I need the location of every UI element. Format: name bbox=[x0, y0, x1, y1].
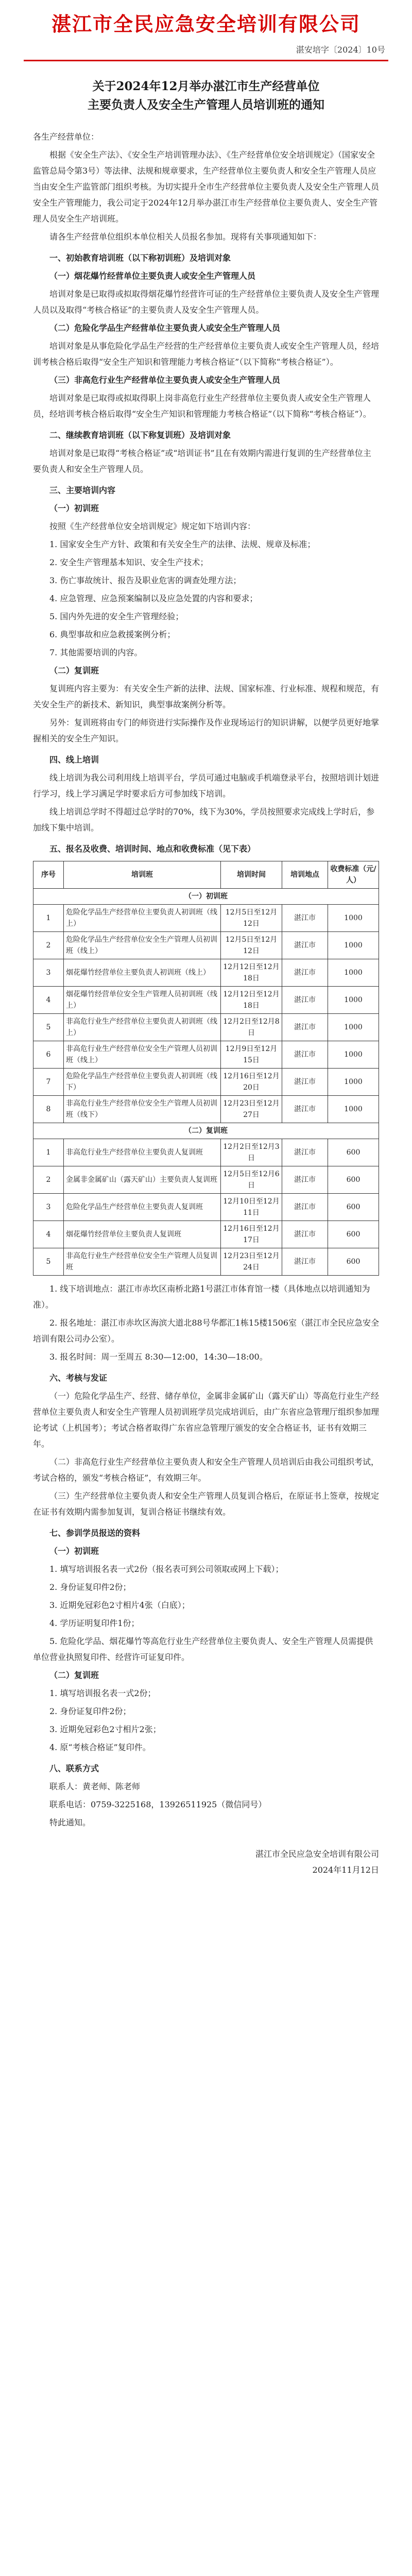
table-cell: 湛江市 bbox=[282, 1221, 328, 1248]
list-item: 2. 安全生产管理基本知识、安全生产技术； bbox=[49, 557, 209, 567]
table-row bbox=[33, 1139, 379, 1166]
list-item: 1. 国家安全生产方针、政策和有关安全生产的法律、法规、规章及标准； bbox=[49, 539, 316, 549]
section-3-1-heading: （一）初训班 bbox=[49, 503, 99, 513]
table-header-row bbox=[33, 861, 379, 889]
table-cell: 3 bbox=[33, 959, 64, 987]
table-cell: 600 bbox=[328, 1166, 379, 1194]
table-cell: 2 bbox=[33, 1166, 64, 1194]
list-item: 1. 填写培训报名表一式2份（报名表可到公司领取或网上下载）； bbox=[49, 1564, 284, 1574]
red-divider bbox=[24, 60, 388, 61]
table-cell: 1000 bbox=[328, 959, 379, 987]
table-cell: 湛江市 bbox=[282, 1166, 328, 1194]
table-cell: 湛江市 bbox=[282, 1069, 328, 1096]
document-title bbox=[0, 77, 412, 114]
table-cell: 12月9日至12月15日 bbox=[221, 1041, 282, 1069]
list-item: 4. 原“考核合格证”复印件。 bbox=[49, 1742, 151, 1752]
table-cell: 4 bbox=[33, 987, 64, 1014]
table-cell: 湛江市 bbox=[282, 1194, 328, 1221]
closing-text: 特此通知。 bbox=[49, 1818, 91, 1827]
table-group-label: （二）复训班 bbox=[33, 1123, 379, 1139]
table-cell: 危险化学品生产经营单位主要负责人复训班 bbox=[64, 1194, 221, 1221]
table-cell: 湛江市 bbox=[282, 1041, 328, 1069]
table-header-cell: 序号 bbox=[33, 861, 64, 889]
table-cell: 5 bbox=[33, 1248, 64, 1276]
section-3-heading: 三、主要培训内容 bbox=[49, 485, 116, 495]
table-row bbox=[33, 1069, 379, 1096]
table-cell: 危险化学品生产经营单位主要负责人初训班（线上） bbox=[64, 905, 221, 932]
table-cell: 600 bbox=[328, 1139, 379, 1166]
table-cell: 12月2日至12月8日 bbox=[221, 1014, 282, 1041]
table-cell: 5 bbox=[33, 1014, 64, 1041]
list-item: 5. 国内外先进的安全生产管理经验； bbox=[49, 612, 184, 621]
letterhead-title: 湛江市全民应急安全培训有限公司 bbox=[51, 12, 360, 36]
table-header-cell: 培训地点 bbox=[282, 861, 328, 889]
list-item: 2. 身份证复印件2份； bbox=[49, 1706, 131, 1716]
table-group-label: （一）初训班 bbox=[33, 889, 379, 905]
table-cell: 600 bbox=[328, 1221, 379, 1248]
table-cell: 600 bbox=[328, 1194, 379, 1221]
table-header-cell: 培训时间 bbox=[221, 861, 282, 889]
table-row bbox=[33, 1248, 379, 1276]
section-7-heading: 七、参训学员报送的资料 bbox=[49, 1528, 141, 1538]
table-cell: 1 bbox=[33, 905, 64, 932]
table-cell: 非高危行业生产经营单位主要负责人复训班 bbox=[64, 1139, 221, 1166]
table-cell: 非高危行业生产经营单位安全生产管理人员初训班（线上） bbox=[64, 1041, 221, 1069]
section-5-heading: 五、报名及收费、培训时间、地点和收费标准（见下表） bbox=[49, 844, 256, 854]
section-6-text-3: （三）生产经营单位主要负责人和安全生产管理人员复训合格后，在原证书上签章，按规定在证书有效期内需参加复训，复训合格证书继续有效。 bbox=[33, 1491, 380, 1517]
schedule-table bbox=[33, 861, 379, 1276]
table-cell: 12月23日至12月24日 bbox=[221, 1248, 282, 1276]
list-item: 4. 应急管理、应急预案编制以及应急处置的内容和要求； bbox=[49, 594, 258, 603]
table-row bbox=[33, 1096, 379, 1123]
section-3-3-text: 另外：复训班将由专门的师资进行实际操作及作业现场运行的知识讲解，以便学员更好地掌握相关的安全生产知识。 bbox=[33, 718, 380, 743]
intro-paragraph-2: 请各生产经营单位组织本单位相关人员报名参加。现将有关事项通知如下： bbox=[49, 232, 322, 242]
table-cell: 6 bbox=[33, 1041, 64, 1069]
table-cell: 8 bbox=[33, 1096, 64, 1123]
table-row bbox=[33, 987, 379, 1014]
table-cell: 12月12日至12月18日 bbox=[221, 959, 282, 987]
list-item: 2. 身份证复印件2份； bbox=[49, 1582, 131, 1592]
table-cell: 12月5日至12月12日 bbox=[221, 905, 282, 932]
contact-heading: 八、联系方式 bbox=[49, 1764, 99, 1773]
table-header-cell: 收费标准（元/人） bbox=[328, 861, 379, 889]
table-cell: 12月5日至12月12日 bbox=[221, 932, 282, 959]
table-cell: 12月12日至12月18日 bbox=[221, 987, 282, 1014]
table-cell: 3 bbox=[33, 1194, 64, 1221]
table-cell: 危险化学品生产经营单位安全生产管理人员初训班（线上） bbox=[64, 932, 221, 959]
section-6-text-2: （二）非高危行业生产经营单位主要负责人和安全生产管理人员培训后由我公司组织考试，考试合格的，颁发“考核合格证”，有效期三年。 bbox=[33, 1457, 380, 1483]
table-cell: 湛江市 bbox=[282, 959, 328, 987]
table-cell: 7 bbox=[33, 1069, 64, 1096]
table-cell: 600 bbox=[328, 1248, 379, 1276]
table-cell: 1000 bbox=[328, 1069, 379, 1096]
table-cell: 烟花爆竹经营单位主要负责人复训班 bbox=[64, 1221, 221, 1248]
section-7-1-heading: （一）初训班 bbox=[49, 1546, 99, 1556]
section-1-2-heading: （二）危险化学品生产经营单位主要负责人或安全生产管理人员 bbox=[49, 323, 281, 333]
list-item: 1. 填写培训报名表一式2份； bbox=[49, 1688, 156, 1698]
section-2-heading: 二、继续教育培训班（以下称复训班）及培训对象 bbox=[49, 430, 231, 440]
table-cell: 12月5日至12月6日 bbox=[221, 1166, 282, 1194]
contact-person: 联系人：黄老师、陈老师 bbox=[49, 1782, 141, 1791]
table-cell: 1000 bbox=[328, 1041, 379, 1069]
table-cell: 湛江市 bbox=[282, 987, 328, 1014]
table-cell: 湛江市 bbox=[282, 1248, 328, 1276]
table-cell: 1000 bbox=[328, 987, 379, 1014]
table-row bbox=[33, 1221, 379, 1248]
table-header-cell: 培训班 bbox=[64, 861, 221, 889]
document-body bbox=[33, 129, 379, 1878]
table-row bbox=[33, 959, 379, 987]
table-cell: 1000 bbox=[328, 1014, 379, 1041]
section-2-text: 培训对象是已取得“考核合格证”或“培训证书”且在有效期内需进行复训的生产经营单位主要负责人和安全生产管理人员。 bbox=[33, 448, 371, 474]
section-3-2-heading: （二）复训班 bbox=[49, 666, 99, 675]
table-cell: 金属非金属矿山（露天矿山）主要负责人复训班 bbox=[64, 1166, 221, 1194]
section-1-2-text: 培训对象是从事危险化学品生产经营的生产经营单位主要负责人或安全生产管理人员，经培训考核合格后取得“安全生产知识和管理能力考核合格证”（以下简称“考核合格证”）。 bbox=[33, 341, 380, 367]
table-row bbox=[33, 1166, 379, 1194]
signoff-date: 2024年11月12日 bbox=[312, 1865, 379, 1875]
table-cell: 湛江市 bbox=[282, 932, 328, 959]
section-4-text-2: 线上培训总学时不得超过总学时的70%，线下为30%，学员按照要求完成线上学时后，参加线下集中培训。 bbox=[33, 807, 375, 833]
table-cell: 12月16日至12月17日 bbox=[221, 1221, 282, 1248]
section-1-1-heading: （一）烟花爆竹经营单位主要负责人或安全生产管理人员 bbox=[49, 271, 256, 281]
table-row bbox=[33, 1194, 379, 1221]
section-1-1-text: 培训对象是已取得或拟取得烟花爆竹经营许可证的生产经营单位主要负责人及安全生产管理人员以及取得“考核合格证”的主要负责人及安全生产管理人员。 bbox=[33, 289, 380, 315]
section-1-3-heading: （三）非高危行业生产经营单位主要负责人或安全生产管理人员 bbox=[49, 375, 281, 385]
table-body bbox=[33, 889, 379, 1276]
list-item: 5. 危险化学品、烟花爆竹等高危行业生产经营单位主要负责人、安全生产管理人员需提供单位营业执照复印件、经营许可证复印件。 bbox=[33, 1636, 373, 1662]
table-cell: 1 bbox=[33, 1139, 64, 1166]
table-note-3: 3. 报名时间：周一至周五 8:30—12:00，14:30—18:00。 bbox=[49, 1352, 268, 1362]
table-cell: 2 bbox=[33, 932, 64, 959]
table-cell: 非高危行业生产经营单位主要负责人初训班（线上） bbox=[64, 1014, 221, 1041]
table-cell: 12月23日至12月27日 bbox=[221, 1096, 282, 1123]
table-cell: 4 bbox=[33, 1221, 64, 1248]
list-item: 7. 其他需要培训的内容。 bbox=[49, 648, 143, 657]
table-note-1: 1. 线下培训地点：湛江市赤坎区南桥北路1号湛江市体育馆一楼（具体地点以培训通知为准）。 bbox=[33, 1284, 370, 1310]
list-item: 4. 学历证明复印件1份； bbox=[49, 1618, 140, 1628]
table-note-2: 2. 报名地址：湛江市赤坎区海滨大道北88号华都汇1栋15楼1506室（湛江市全民应急安全培训有限公司办公室）。 bbox=[33, 1318, 379, 1344]
table-cell: 1000 bbox=[328, 905, 379, 932]
title-line-1: 关于2024年12月举办湛江市生产经营单位 bbox=[92, 79, 320, 93]
list-item: 3. 近期免冠彩色2寸相片4张（白底）； bbox=[49, 1600, 190, 1610]
table-cell: 湛江市 bbox=[282, 1014, 328, 1041]
section-4-heading: 四、线上培训 bbox=[49, 755, 99, 765]
signoff-block bbox=[33, 1846, 379, 1878]
table-row bbox=[33, 1014, 379, 1041]
list-item: 3. 伤亡事故统计、报告及职业危害的调查处理方法； bbox=[49, 575, 242, 585]
section-1-3-text: 培训对象是已取得或拟取得职上岗非高危行业生产经营单位主要负责人或安全生产管理人员，经培训考核合格后取得“安全生产知识和管理能力考核合格证”（以下简称“考核合格证”）。 bbox=[33, 393, 371, 419]
table-cell: 1000 bbox=[328, 1096, 379, 1123]
section-3-1-text: 按照《生产经营单位安全培训规定》规定如下培训内容： bbox=[49, 521, 256, 531]
section-6-heading: 六、考核与发证 bbox=[49, 1373, 108, 1383]
greeting: 各生产经营单位： bbox=[33, 132, 99, 142]
table-cell: 烟花爆竹经营单位主要负责人初训班（线上） bbox=[64, 959, 221, 987]
intro-paragraph-1: 根据《安全生产法》、《安全生产培训管理办法》、《生产经营单位安全培训规定》（国家安全监管总局令第3号）等法律、法规和规章要求，生产经营单位主要负责人和安全生产管理人员应当由安全生产监管部门组织考核。为切实提升全市生产经营单位主要负责人及安全生产管理人员安全生产管理能力，我公司定于2024年12月举办湛江市生产经营单位主要负责人、安全生产管理人员安全生产培训班。 bbox=[33, 150, 380, 224]
table-cell: 1000 bbox=[328, 932, 379, 959]
table-cell: 12月10日至12月11日 bbox=[221, 1194, 282, 1221]
table-cell: 12月2日至12月3日 bbox=[221, 1139, 282, 1166]
table-row bbox=[33, 1041, 379, 1069]
list-item: 3. 近期免冠彩色2寸相片2张； bbox=[49, 1724, 161, 1734]
contact-phone: 联系电话：0759-3225168，13926511925（微信同号） bbox=[49, 1800, 267, 1809]
table-group-row bbox=[33, 1123, 379, 1139]
section-7-2-heading: （二）复训班 bbox=[49, 1670, 99, 1680]
table-cell: 非高危行业生产经营单位安全生产管理人员初训班（线下） bbox=[64, 1096, 221, 1123]
section-1-heading: 一、初始教育培训班（以下称初训班）及培训对象 bbox=[49, 253, 231, 263]
table-cell: 湛江市 bbox=[282, 905, 328, 932]
table-cell: 烟花爆竹经营单位安全生产管理人员初训班（线上） bbox=[64, 987, 221, 1014]
title-line-2: 主要负责人及安全生产管理人员培训班的通知 bbox=[88, 98, 324, 112]
table-cell: 湛江市 bbox=[282, 1096, 328, 1123]
table-row bbox=[33, 932, 379, 959]
table-cell: 湛江市 bbox=[282, 1139, 328, 1166]
section-6-text-1: （一）危险化学品生产、经营、储存单位，金属非金属矿山（露天矿山）等高危行业生产经营单位主要负责人和安全生产管理人员初训班学员完成培训后，由广东省应急管理厅组织参加理论考试（上机国考）；考试合格者取得广东省应急管理厅颁发的安全合格证书，证书有效期三年。 bbox=[33, 1391, 380, 1449]
list-item: 6. 典型事故和应急救援案例分析； bbox=[49, 630, 176, 639]
table-cell: 非高危行业生产经营单位安全生产管理人员复训班 bbox=[64, 1248, 221, 1276]
table-row bbox=[33, 905, 379, 932]
table-cell: 危险化学品生产经营单位主要负责人初训班（线下） bbox=[64, 1069, 221, 1096]
table-cell: 12月16日至12月20日 bbox=[221, 1069, 282, 1096]
document-number: 湛安培字〔2024〕10号 bbox=[296, 45, 385, 55]
section-3-2-text: 复训班内容主要为：有关安全生产新的法律、法规、国家标准、行业标准、规程和规范，有关安全生产的新技术、新知识，典型事故案例分析等。 bbox=[33, 684, 380, 709]
signoff-org: 湛江市全民应急安全培训有限公司 bbox=[255, 1849, 379, 1859]
table-group-row bbox=[33, 889, 379, 905]
section-4-text-1: 线上培训为我公司利用线上培训平台，学员可通过电脑或手机端登录平台，按照培训计划进行学习，线上学习满足学时要求后方可参加线下培训。 bbox=[33, 773, 380, 799]
